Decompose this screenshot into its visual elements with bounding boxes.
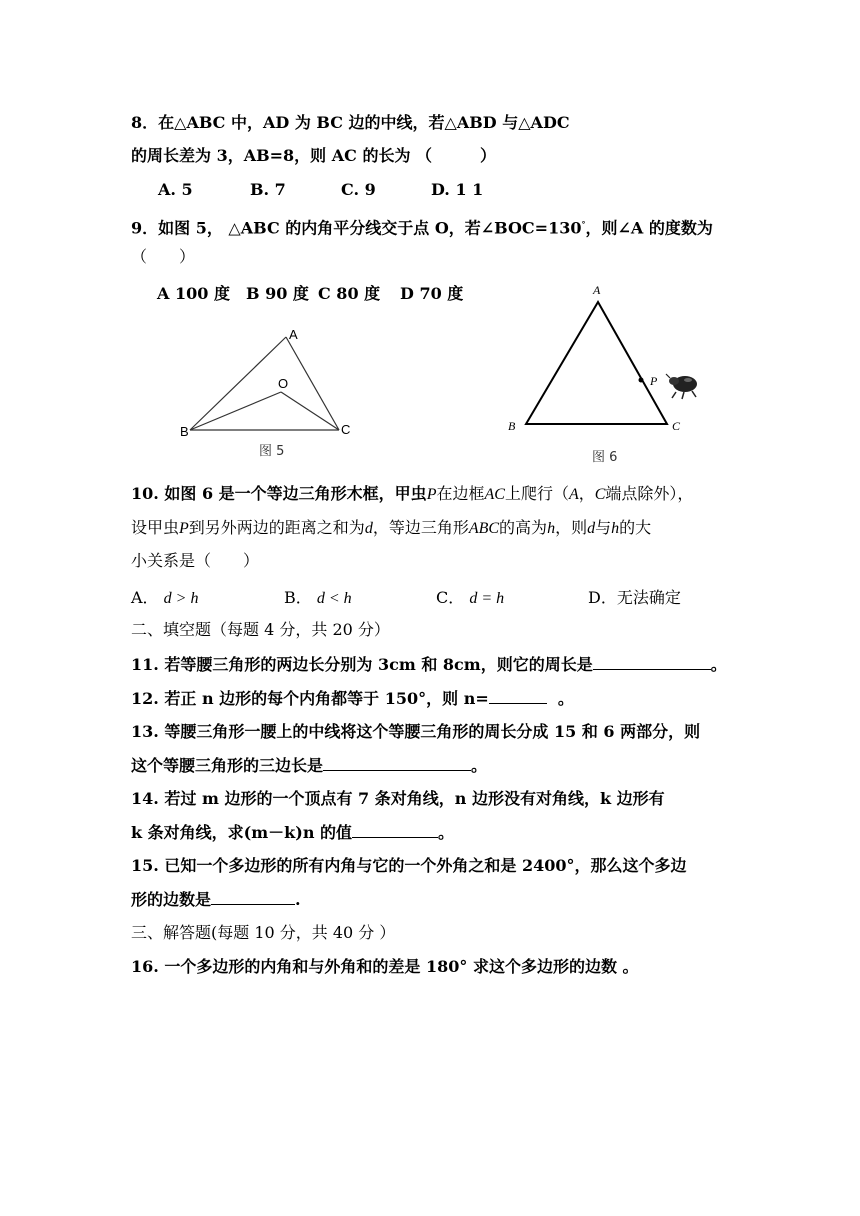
q10-text-12: 的大 — [619, 518, 652, 537]
q10-option-c-value: d = h — [469, 590, 505, 607]
q10-option-c — [436, 585, 504, 608]
q10-text-8: ，等边三角形 — [372, 518, 469, 537]
q13-text: 这个等腰三角形的三边长是 — [131, 756, 324, 775]
q14-text: k 条对角线，求(m－k)n 的值 — [131, 823, 353, 842]
q10-option-a-label: A． — [131, 588, 159, 607]
fig6-caption: 图 6 — [592, 450, 618, 465]
q10-option-b-label: B． — [284, 588, 312, 607]
q10-text-4: ， — [578, 484, 595, 503]
q13-line2 — [131, 754, 487, 777]
q12 — [131, 687, 574, 710]
q9-option-a: A 100 度 — [157, 284, 230, 303]
q11 — [131, 653, 727, 676]
beetle-icon — [666, 374, 697, 399]
q10-option-a — [131, 585, 198, 608]
q10-option-b — [284, 585, 352, 608]
q10-text-5: 端点除外）， — [605, 484, 694, 503]
figure-6-triangle — [500, 280, 710, 440]
q9-line2: （ ） — [131, 247, 196, 266]
q13-end: 。 — [471, 756, 488, 775]
q10-var-c: C — [594, 486, 606, 503]
fig5-label-a: A — [289, 327, 298, 342]
q14-answer-blank[interactable] — [352, 821, 438, 838]
fig5-label-o: O — [278, 376, 289, 391]
q10-option-b-value: d < h — [316, 590, 352, 607]
q11-end: 。 — [710, 655, 727, 674]
fig6-label-a: A — [593, 283, 601, 297]
q10-text-3: 上爬行（ — [504, 484, 569, 503]
q10-text-1: 10. 如图 6 是一个等边三角形木框，甲虫 — [131, 484, 427, 503]
q10-text-6: 设甲虫 — [131, 518, 180, 537]
q12-end: 。 — [557, 689, 574, 708]
q9-option-c: C 80 度 — [318, 284, 381, 303]
q10-var-h: h — [547, 520, 556, 537]
q11-answer-blank[interactable] — [593, 653, 711, 670]
q10-var-a: A — [568, 486, 579, 503]
q16: 16. 一个多边形的内角和与外角和的差是 180° 求这个多边形的边数 。 — [131, 957, 639, 976]
q9-option-b: B 90 度 — [246, 284, 309, 303]
q10-var-p: P — [426, 486, 437, 503]
q10-var-h2: h — [611, 520, 620, 537]
q10-text-2: 在边框 — [436, 484, 485, 503]
q9-option-d: D 70 度 — [400, 284, 464, 303]
q8-line1: 8．在△ABC 中，AD 为 BC 边的中线，若△ABD 与△ADC — [131, 113, 570, 132]
q10-var-d2: d — [587, 520, 596, 537]
q15-text: 形的边数是 — [131, 890, 212, 909]
q10-text-7: 到另外两边的距离之和为 — [188, 518, 365, 537]
q10-var-d: d — [364, 520, 373, 537]
fig5-label-b: B — [180, 424, 189, 439]
q14-line2 — [131, 821, 454, 844]
q8-option-c: C. 9 — [341, 180, 376, 199]
q10-line3: 小关系是（ ） — [131, 551, 260, 570]
q10-text-10: ，则 — [555, 518, 588, 537]
fig5-caption: 图 5 — [259, 444, 285, 459]
section-2-heading: 二、填空题（每题 4 分，共 20 分） — [131, 620, 390, 639]
fig6-label-p: P — [650, 374, 658, 388]
q9-text-post: ，则∠A 的度数为 — [585, 218, 713, 238]
q9-line1 — [131, 213, 713, 239]
fig6-label-b: B — [508, 419, 516, 433]
q10-line2 — [131, 517, 651, 540]
q12-text: 12. 若正 n 边形的每个内角都等于 150°，则 n= — [131, 689, 489, 708]
figure-5-triangle — [176, 320, 366, 445]
section-3-heading: 三、解答题(每题 10 分，共 40 分 ） — [131, 923, 396, 942]
q8-line2: 的周长差为 3，AB=8，则 AC 的长为 （ ） — [131, 146, 497, 165]
q9-degree: ° — [581, 219, 586, 229]
fig6-label-c: C — [672, 419, 681, 433]
q12-answer-blank[interactable] — [489, 687, 547, 704]
point-p-dot — [639, 378, 644, 383]
q10-line1 — [131, 483, 693, 506]
q10-option-a-value: d > h — [163, 590, 199, 607]
q9-text-pre: 9．如图 5， △ABC 的内角平分线交于点 O，若∠BOC=130 — [131, 218, 582, 238]
q10-var-ac: AC — [484, 486, 505, 503]
q10-var-abc: ABC — [468, 520, 500, 537]
q15-answer-blank[interactable] — [211, 888, 295, 905]
q14-end: 。 — [438, 823, 455, 842]
q11-text: 11. 若等腰三角形的两边长分别为 3cm 和 8cm，则它的周长是 — [131, 655, 593, 674]
q8-option-b: B. 7 — [250, 180, 286, 199]
q10-option-c-label: C． — [436, 588, 465, 607]
q15-line2 — [131, 888, 301, 911]
q10-option-d: D．无法确定 — [588, 588, 681, 607]
fig5-label-c: C — [341, 422, 351, 437]
q13-answer-blank[interactable] — [323, 754, 471, 771]
q10-text-9: 的高为 — [499, 518, 548, 537]
q10-text-11: 与 — [595, 518, 612, 537]
q13-line1: 13. 等腰三角形一腰上的中线将这个等腰三角形的周长分成 15 和 6 两部分，则 — [131, 722, 701, 741]
q15-end: . — [295, 890, 301, 909]
q10-var-p2: P — [179, 520, 189, 537]
q8-option-d: D. 1 1 — [431, 180, 484, 199]
q14-line1: 14. 若过 m 边形的一个顶点有 7 条对角线，n 边形没有对角线，k 边形有 — [131, 789, 665, 808]
q8-option-a: A. 5 — [158, 180, 193, 199]
q15-line1: 15. 已知一个多边形的所有内角与它的一个外角之和是 2400°，那么这个多边 — [131, 856, 687, 875]
